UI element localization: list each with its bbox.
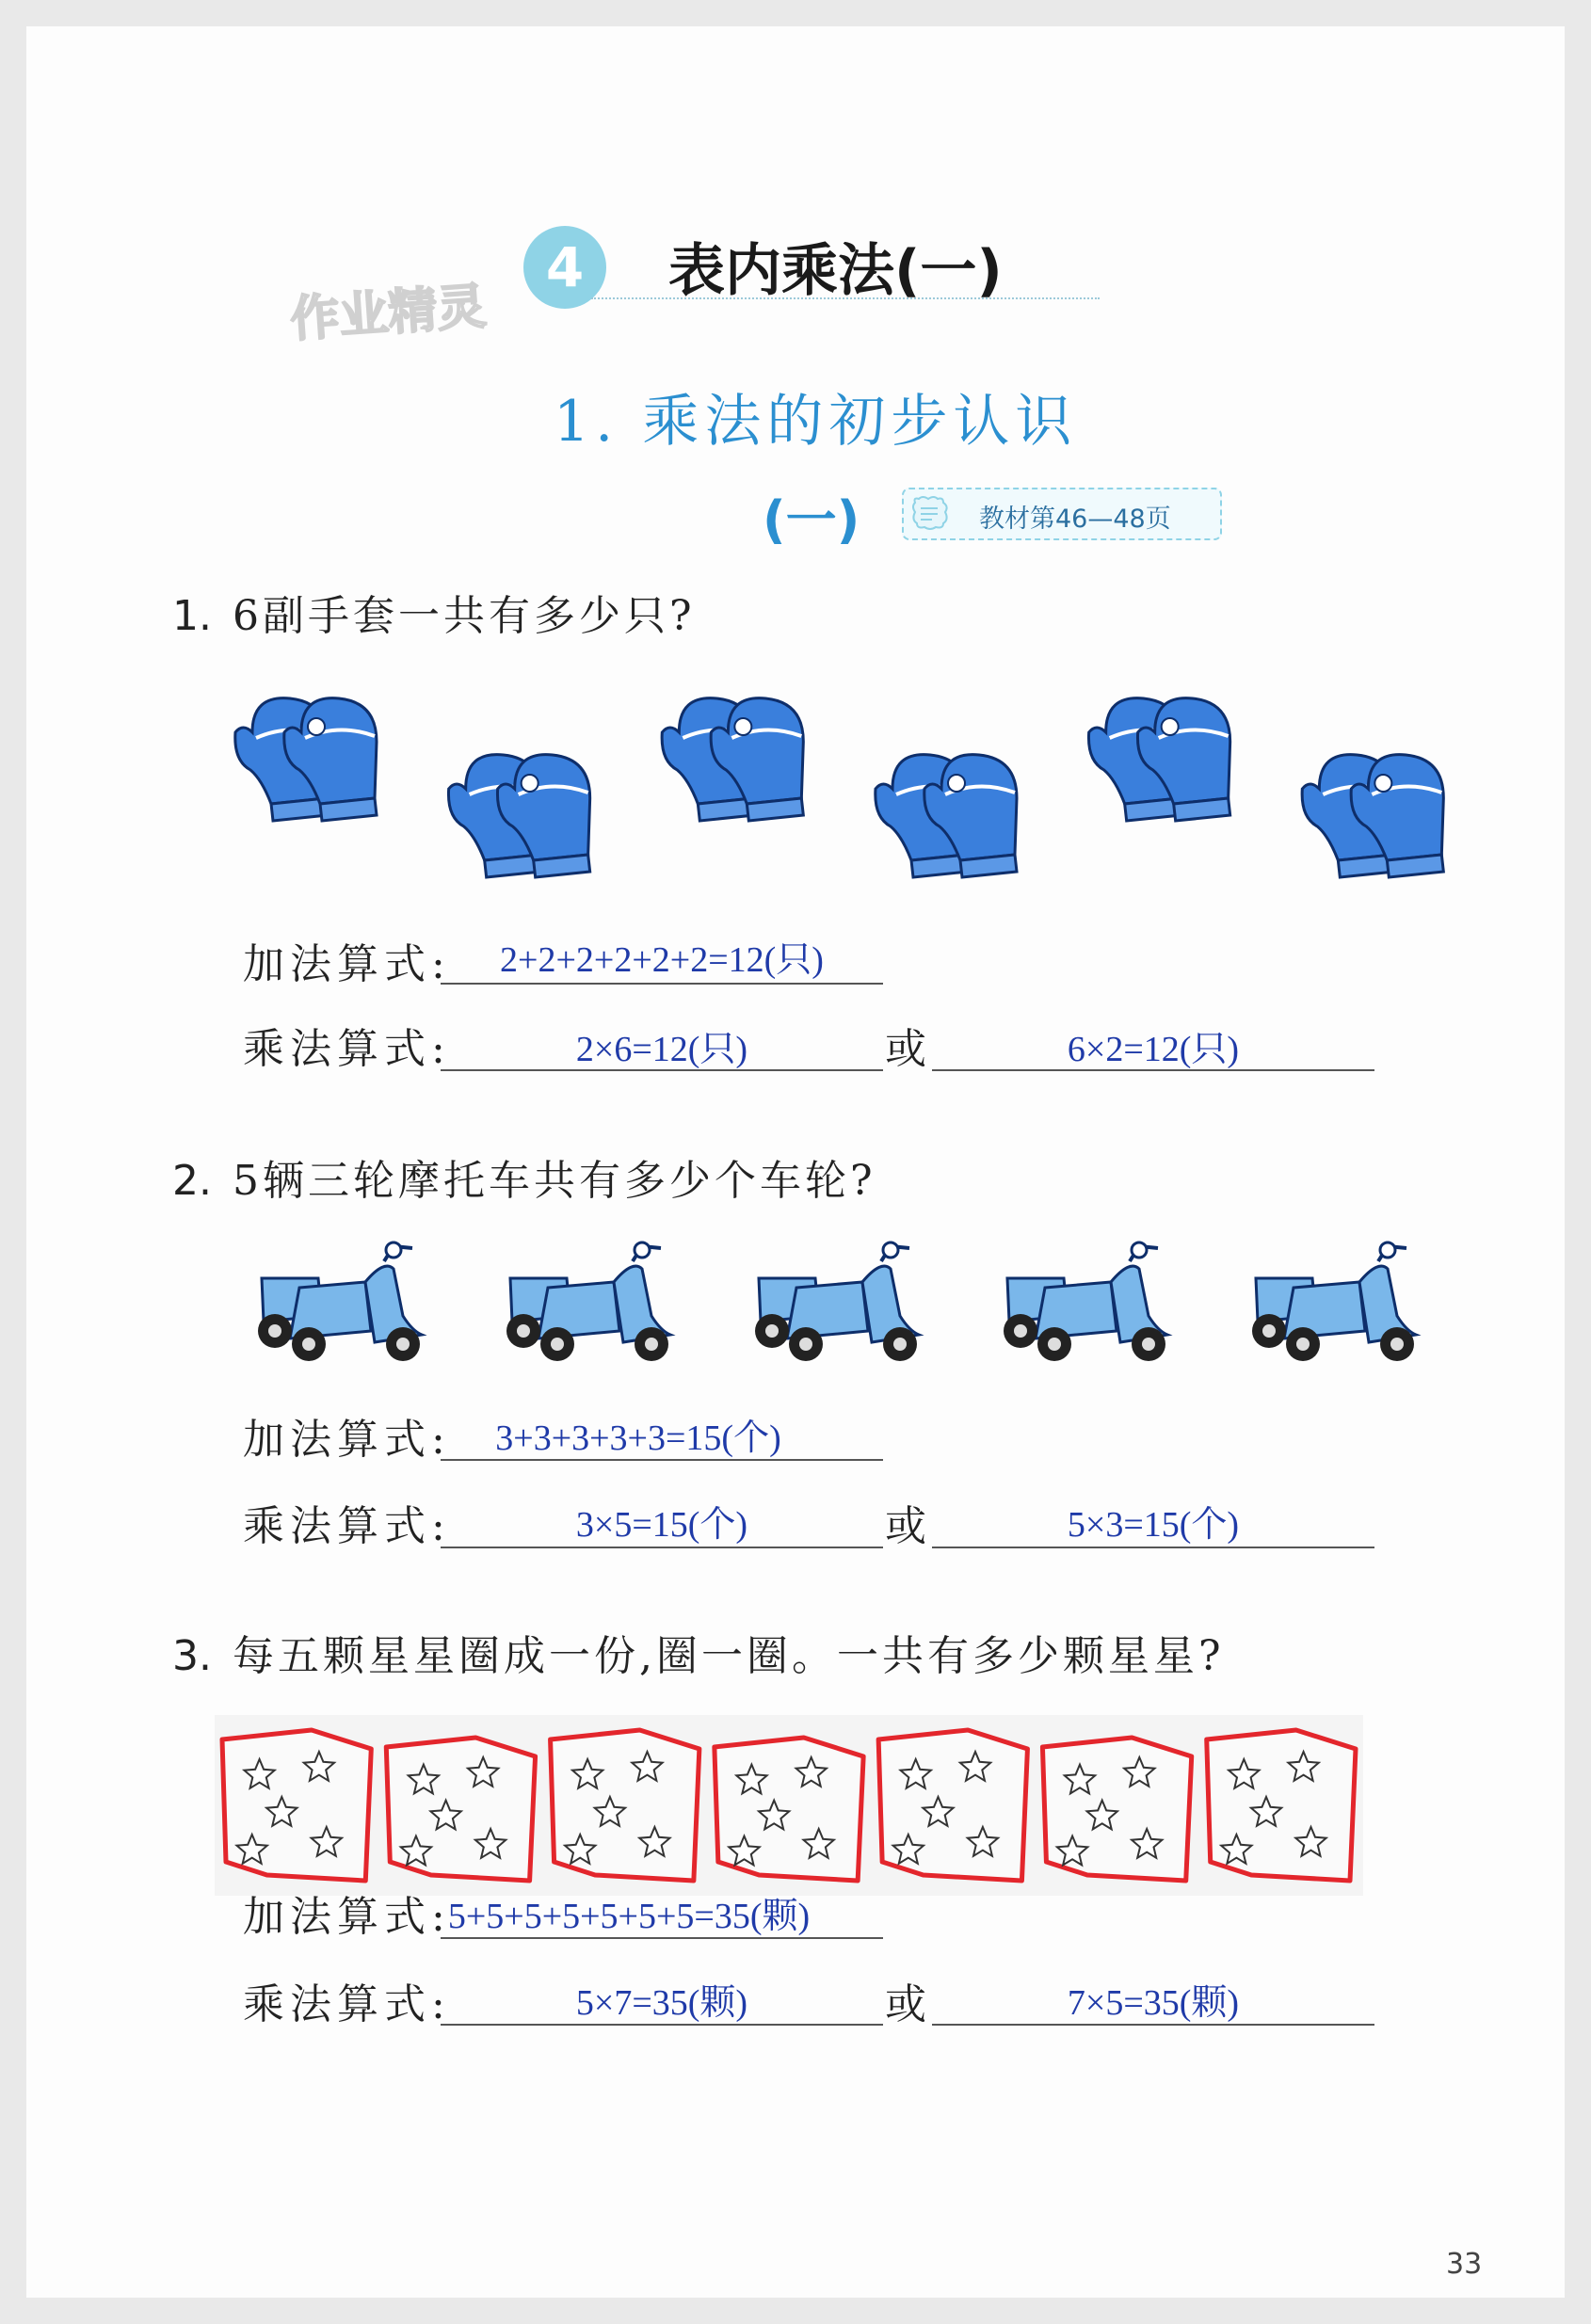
star-group <box>1207 1730 1356 1881</box>
stars-illustration <box>215 1711 1363 1899</box>
book-icon <box>909 495 951 533</box>
question-1 <box>172 582 696 642</box>
textbook-reference <box>902 488 1222 540</box>
watermark: 作业精灵 <box>288 278 489 349</box>
q1-addition-label: 加法算式: <box>243 940 451 988</box>
q1-multiplication-answer-2[interactable]: 6×2=12(只) <box>1067 1030 1240 1069</box>
q2-addition-label: 加法算式: <box>243 1416 451 1464</box>
tricycles-svg <box>243 1241 1486 1382</box>
question-2-number: 2. <box>172 1157 212 1205</box>
q2-multiplication-line-1 <box>441 1547 883 1548</box>
q2-or-label: 或 <box>885 1502 926 1550</box>
tricycle-icon <box>258 1242 422 1361</box>
q2-multiplication-answer-1[interactable]: 3×5=15(个) <box>575 1505 748 1545</box>
q2-multiplication-label: 乘法算式: <box>243 1502 451 1550</box>
mittens-svg <box>215 685 1495 911</box>
mitten-pairs-illustration <box>215 685 1495 911</box>
question-1-text: 6副手套一共有多少只? <box>232 592 696 640</box>
page-number: 33 <box>1446 2248 1483 2281</box>
tricycle-illustration <box>243 1241 1486 1382</box>
star-group <box>1042 1738 1191 1881</box>
tricycle-icon <box>1004 1242 1167 1361</box>
q2-addition-answer[interactable]: 3+3+3+3+3=15(个) <box>495 1418 781 1458</box>
q2-multiplication-answer-2[interactable]: 5×3=15(个) <box>1067 1505 1240 1545</box>
section-title: 1. 乘法的初步认识 <box>554 389 1078 455</box>
q3-multiplication-label: 乘法算式: <box>243 1980 451 2028</box>
q3-multiplication-answer-2[interactable]: 7×5=35(颗) <box>1067 1983 1240 2023</box>
q3-multiplication-answer-1[interactable]: 5×7=35(颗) <box>575 1983 748 2023</box>
star-group <box>386 1738 535 1881</box>
textbook-reference-text: 教材第46—48页 <box>979 505 1171 534</box>
question-1-number: 1. <box>172 592 212 640</box>
mitten-pair-icon <box>448 755 589 877</box>
chapter-title-underline <box>591 297 1100 299</box>
q1-multiplication-answer-1[interactable]: 2×6=12(只) <box>575 1030 748 1069</box>
subsection-title: (一) <box>763 490 860 550</box>
question-3 <box>172 1622 1225 1682</box>
mitten-pair-icon <box>662 698 803 821</box>
question-3-number: 3. <box>172 1632 212 1680</box>
q1-addition-line <box>441 983 883 985</box>
mitten-pair-icon <box>1088 698 1229 821</box>
chapter-number-badge: 4 <box>523 226 606 309</box>
q3-addition-answer[interactable]: 5+5+5+5+5+5+5=35(颗) <box>447 1897 811 1936</box>
tricycle-icon <box>755 1242 919 1361</box>
star-group <box>715 1738 863 1881</box>
question-3-text: 每五颗星星圈成一份,圈一圈。一共有多少颗星星? <box>232 1632 1225 1680</box>
mitten-pair-icon <box>876 755 1017 877</box>
star-group <box>222 1730 371 1881</box>
tricycle-icon <box>506 1242 670 1361</box>
q3-or-label: 或 <box>885 1980 926 2028</box>
tricycle-icon <box>1252 1242 1416 1361</box>
stars-circled-figure <box>215 1711 1363 1899</box>
q3-addition-label: 加法算式: <box>243 1893 451 1941</box>
q1-or-label: 或 <box>885 1025 926 1073</box>
star-group <box>551 1730 699 1881</box>
q1-addition-answer[interactable]: 2+2+2+2+2+2=12(只) <box>500 940 824 980</box>
mitten-pair-icon <box>1302 755 1443 877</box>
mitten-pair-icon <box>235 698 377 821</box>
question-2 <box>172 1146 876 1207</box>
q1-multiplication-label: 乘法算式: <box>243 1025 451 1073</box>
question-2-text: 5辆三轮摩托车共有多少个车轮? <box>232 1157 876 1205</box>
star-group <box>878 1730 1027 1881</box>
q2-multiplication-line-2 <box>932 1547 1374 1548</box>
chapter-title: 表内乘法(一) <box>668 238 1003 304</box>
workbook-page <box>26 26 1565 2298</box>
